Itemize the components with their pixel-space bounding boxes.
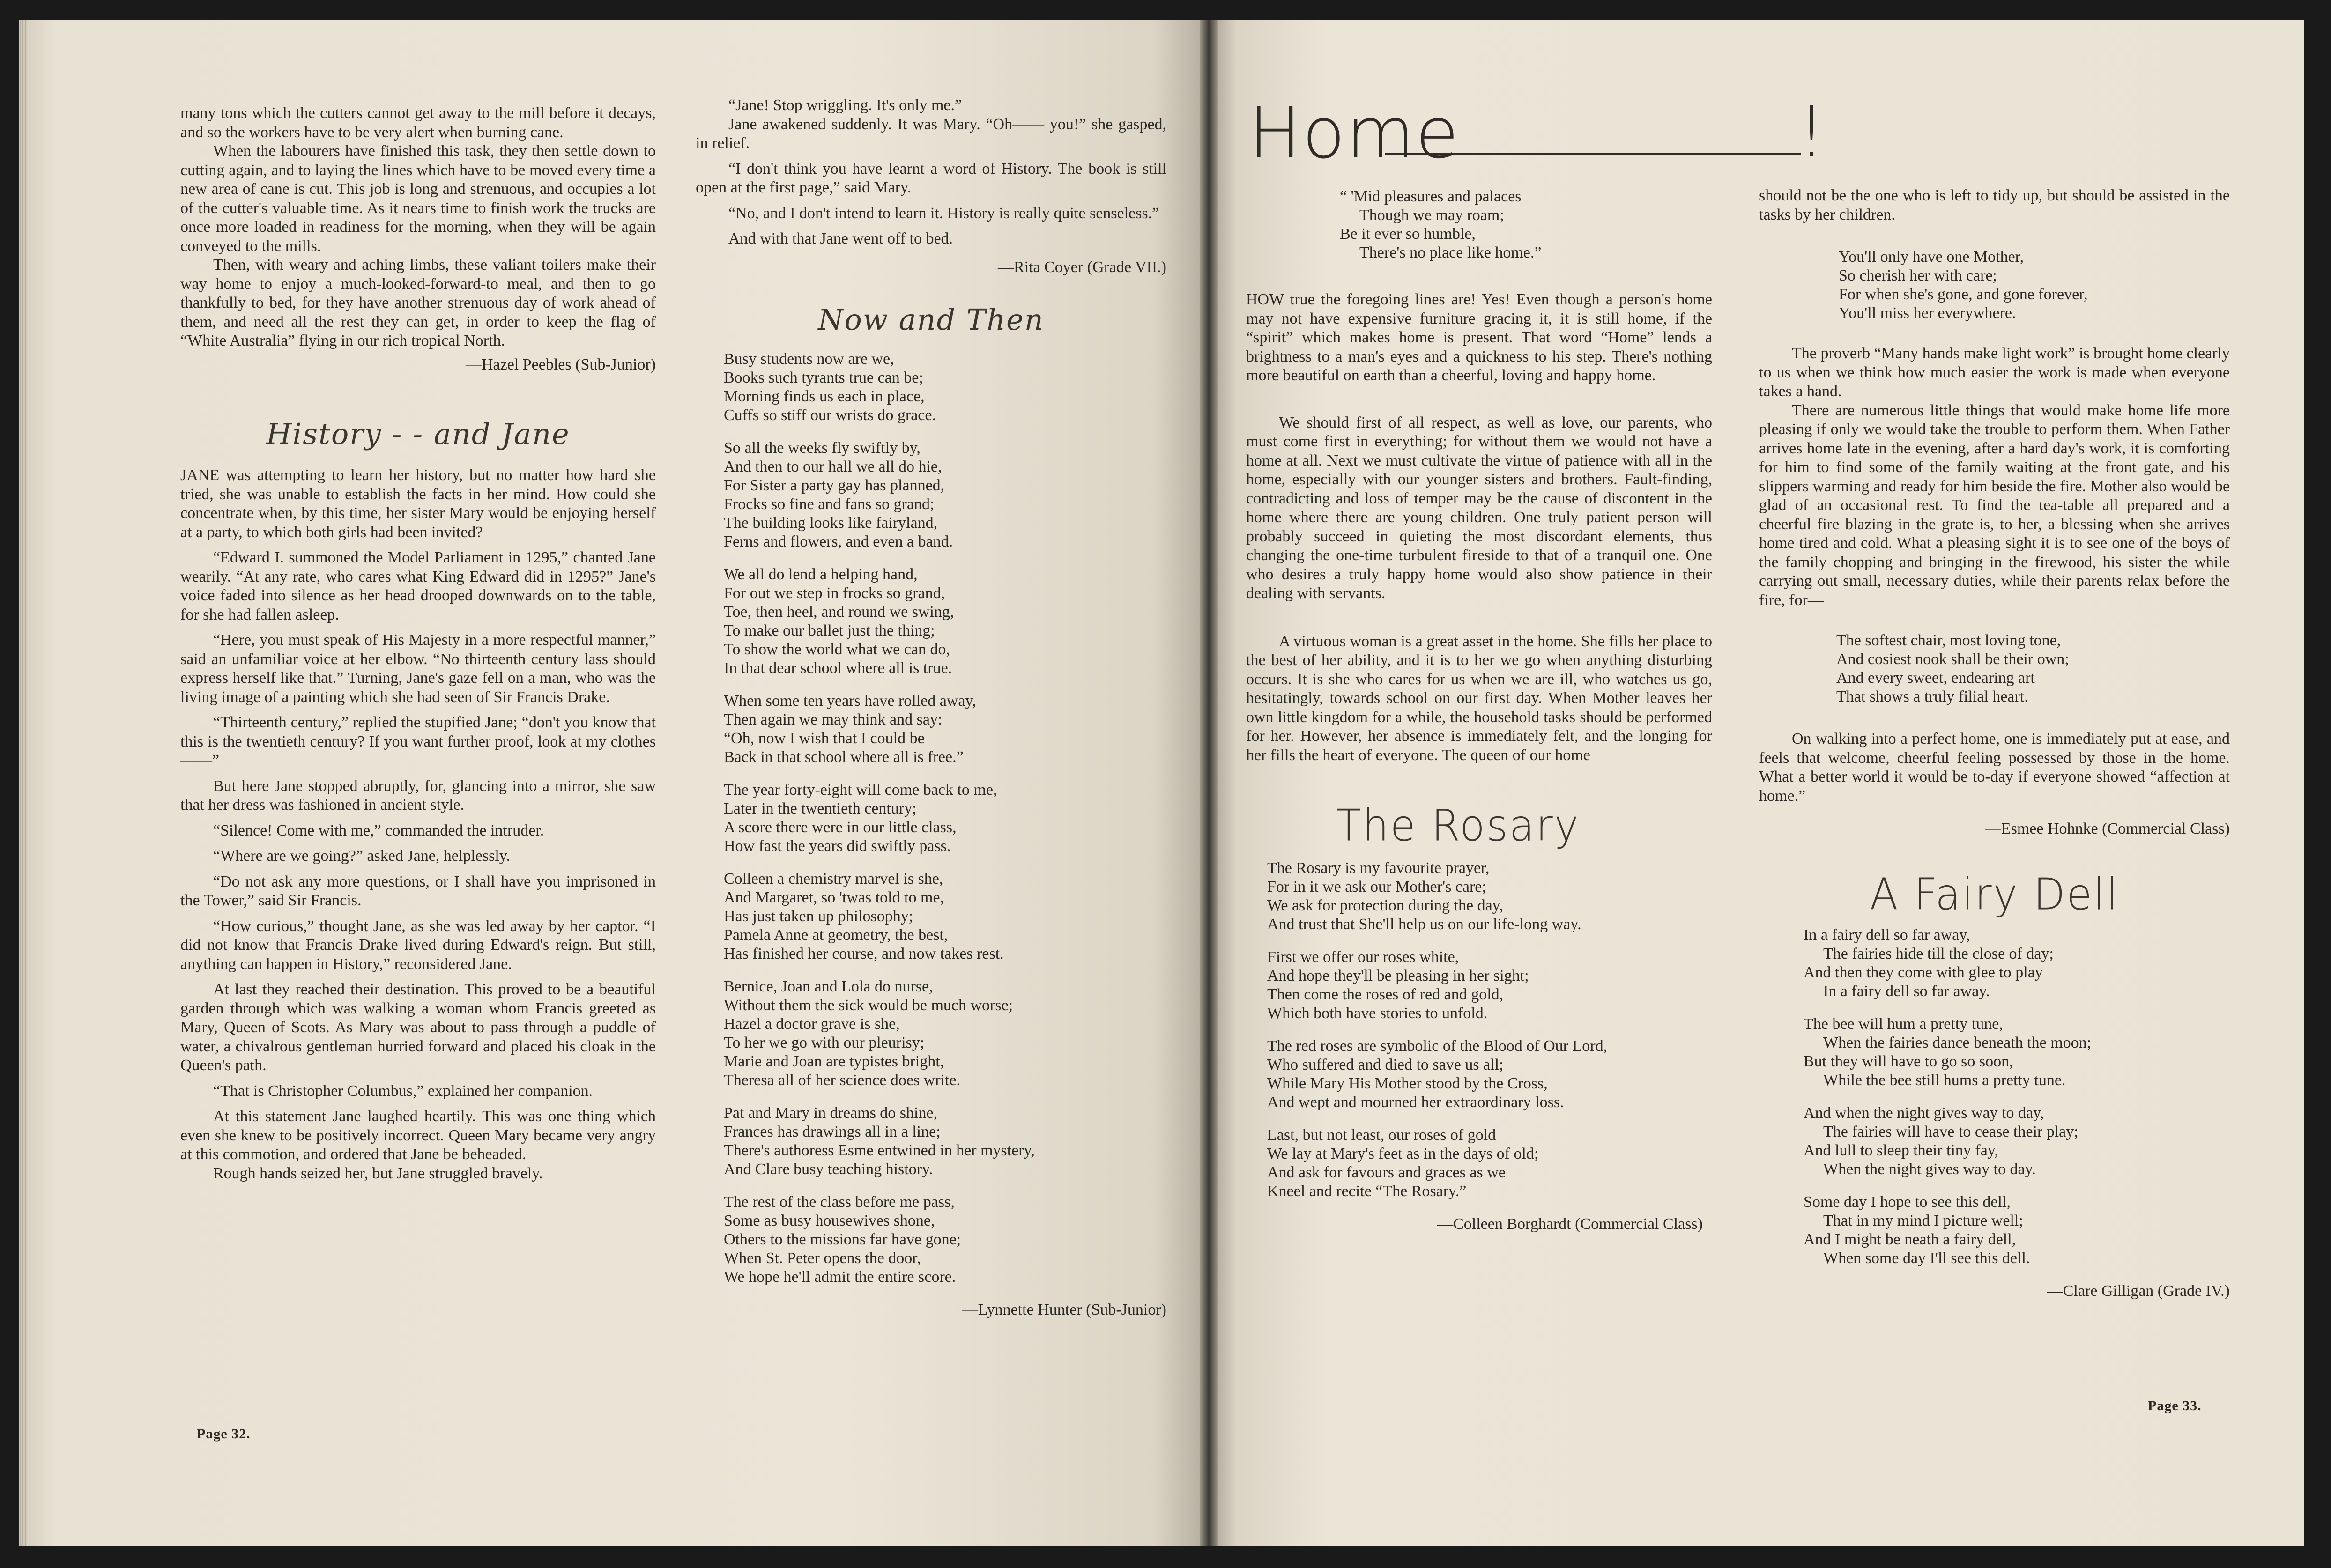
- paragraph: There are numerous little things that would make home life more pleasing if only we would take the trouble to perform them. When Father arrives home late in the evening, after a hard day's work, it is comforting for him to find some of the family waiting at the front gate, and his slippers warming and ready for him beside the fire. Mother also would be glad of an occasional rest. To find the tea-table all prepared and a cheerful fire blazing in the grate is, to her, a blessing when she arrives home tired and cold. What a pleasing sight it is to see one of the boys of the family chopping and bringing in the firewood, his sister the while carrying out small, necessary duties, while their parents relax before the fire, for—: [1759, 401, 2230, 609]
- poem-title-now-and-then: Now and Then: [818, 302, 1044, 337]
- paragraph: Rough hands seized her, but Jane struggled bravely.: [213, 1164, 543, 1182]
- epigraph: “ 'Mid pleasures and palaces Though we may roam; Be it ever so humble, There's no place like home.”: [1340, 188, 1542, 261]
- stanza: The rest of the class before me pass, Some as busy housewives shone, Others to the missions far have gone; When St. Peter opens the door, We hope he'll admit the entire score.: [724, 1193, 961, 1286]
- paragraph: “Here, you must speak of His Majesty in a more respectful manner,” said an unfamiliar voice at her elbow. “No thirteenth century lass should express herself like that.” Turning, Jane's gaze fell on a man, who was the living image of a painting which she had seen of Sir Francis Drake.: [180, 631, 656, 706]
- paragraph: “Where are we going?” asked Jane, helplessly.: [213, 847, 511, 865]
- paragraph: “Do not ask any more questions, or I shall have you imprisoned in the Tower,” said Sir Francis.: [180, 873, 656, 909]
- stanza: Colleen a chemistry marvel is she, And Margaret, so 'twas told to me, Has just taken up philosophy; Pamela Anne at geometry, the best, Has finished her course, and now takes rest.: [724, 870, 1004, 962]
- stanza: Pat and Mary in dreams do shine, Frances has drawings all in a line; There's authoress Esme entwined in her mystery, And Clare busy teaching history.: [724, 1104, 1035, 1178]
- paragraph: At this statement Jane laughed heartily. This was one thing which even she knew to be positively incorrect. Queen Mary became very angry at this commotion, and ordered that Jane be beheaded.: [180, 1108, 656, 1163]
- right-col-2: [1759, 186, 2230, 1301]
- poem-now-and-then: [696, 350, 1166, 1287]
- book-gutter: [1200, 20, 1218, 1546]
- paragraph: On walking into a perfect home, one is immediately put at ease, and feels that welcome, cheerful feeling possessed by those in the home. What a better world it would be to-day if everyone showed “affection at home.”: [1759, 730, 2230, 805]
- page-number-32: Page 32.: [197, 1426, 251, 1442]
- stanza: Bernice, Joan and Lola do nurse, Without them the sick would be much worse; Hazel a doctor grave is she, To her we go with our pleurisy; Marie and Joan are typistes bright, Theresa all of her science does write.: [724, 978, 1013, 1089]
- paragraph: Jane awakened suddenly. It was Mary. “Oh—— you!” she gasped, in relief.: [696, 115, 1166, 152]
- paragraph: When the labourers have finished this task, they then settle down to cutting again, and to laying the lines which have to be moved every time a new area of cane is cut. This job is long and strenuous, and occupies a lot of the cutter's valuable time. As it nears time to finish work the trucks are once more loaded in readiness for the morning, when they will be again conveyed to the mills.: [180, 142, 656, 255]
- paragraph: We should first of all respect, as well as love, our parents, who must come first in everything; for without them we would not have a home at all. Next we must cultivate the virtue of patience with all in the home, especially with our younger sisters and brothers. Fault-finding, contradicting and loss of temper may be the cause of discontent in the home where there are young children. One truly patient person will probably succeed in quieting the most discordant elements, thus changing the one-time turbulent fireside to that of a tranquil one. One who desires a truly happy home would also show patience in their dealing with servants.: [1246, 414, 1712, 602]
- paragraph: “No, and I don't intend to learn it. History is really quite senseless.”: [728, 204, 1159, 222]
- home-heading-exclamation: !: [1797, 92, 1826, 173]
- home-heading-rule: [1385, 153, 1801, 155]
- stanza: First we offer our roses white, And hope they'll be pleasing in her sight; Then come the roses of red and gold, Which both have stories to unfold.: [1267, 948, 1529, 1022]
- paragraph: A virtuous woman is a great asset in the home. She fills her place to the best of her ability, and it is to her we go when anything disturbing occurs. It is she who cares for us when we are ill, who watches us go, hesitatingly, towards school on our first day. When Mother leaves her own little kingdom for a while, the household tasks should be performed for her. However, her absence is immediately felt, and the longing for her fills the heart of everyone. The queen of our home: [1246, 632, 1712, 764]
- story-title-history-and-jane: History - - and Jane: [266, 416, 570, 451]
- paragraph: should not be the one who is left to tidy up, but should be assisted in the tasks by her children.: [1759, 187, 2230, 223]
- stanza: When some ten years have rolled away, Then again we may think and say: “Oh, now I wish that I could be Back in that school where all is free.”: [724, 692, 976, 766]
- paragraph: “Thirteenth century,” replied the stupified Jane; “don't you know that this is the twentieth century? If you want further proof, look at my clothes——”: [180, 714, 656, 769]
- left-col-2: [696, 96, 1166, 1319]
- stanza: We all do lend a helping hand, For out we step in frocks so grand, Toe, then heel, and round we swing, To make our ballet just the thing; To show the world what we can do, In that dear school where all is true.: [724, 566, 954, 677]
- verse-softest-chair: The softest chair, most loving tone, And cosiest nook shall be their own; And every sweet, endearing art That shows a truly filial heart.: [1836, 632, 2069, 705]
- left-col-1: [180, 104, 656, 1183]
- poem-title-a-fairy-dell: A Fairy Dell: [1870, 869, 2119, 920]
- paragraph: HOW true the foregoing lines are! Yes! Even though a person's home may not have expensive furniture gracing it, it is still home, if the “spirit” which makes home is present. That word “Home” lends a brightness to a man's eyes and a quickness to his step. There's nothing more beautiful on earth than a cheerful, loving and happy home.: [1246, 291, 1712, 384]
- paragraph: And with that Jane went off to bed.: [728, 230, 953, 247]
- paragraph: many tons which the cutters cannot get away to the mill before it decays, and so the workers have to be very alert when burning cane.: [180, 104, 656, 141]
- verse-one-mother: You'll only have one Mother, So cherish her with care; For when she's gone, and gone forever, You'll miss her everywhere.: [1839, 248, 2088, 322]
- credit-esmee-hohnke: —Esmee Hohnke (Commercial Class): [1985, 820, 2230, 837]
- stanza: Busy students now are we, Books such tyrants true can be; Morning finds us each in place, Cuffs so stiff our wrists do grace.: [724, 350, 936, 424]
- paragraph: “Edward I. summoned the Model Parliament in 1295,” chanted Jane wearily. “At any rate, who cares what King Edward did in 1295?” Jane's voice faded into silence as her head drooped downwards on to the table, for she had fallen asleep.: [180, 549, 656, 623]
- poem-title-the-rosary: The Rosary: [1336, 800, 1580, 851]
- stanza: In a fairy dell so far away, The fairies hide till the close of day; And then they come with glee to play In a fairy dell so far away.: [1804, 926, 2054, 1000]
- stanza: The Rosary is my favourite prayer, For in it we ask our Mother's care; We ask for protection during the day, And trust that She'll help us on our life-long way.: [1267, 859, 1581, 933]
- poem-a-fairy-dell: [1759, 926, 2230, 1268]
- home-heading: [1248, 75, 1839, 174]
- paragraph: At last they reached their destination. This proved to be a beautiful garden through which was walking a woman whom Francis greeted as Mary, Queen of Scots. As Mary was about to pass through a puddle of water, a chivalrous gentleman hurried forward and placed his cloak in the Queen's path.: [180, 981, 656, 1074]
- stanza: The year forty-eight will come back to me, Later in the twentieth century; A score there were in our little class, How fast the years did swiftly pass.: [724, 781, 997, 855]
- paragraph: The proverb “Many hands make light work” is brought home clearly to us when we think how much easier the work is made when everyone takes a hand.: [1759, 345, 2230, 400]
- paragraph: JANE was attempting to learn her history, but no matter how hard she tried, she was unable to establish the facts in her mind. How could she concentrate when, by this time, her sister Mary would be enjoying herself at a party, to which both girls had been invited?: [180, 466, 656, 541]
- credit-lynnette-hunter: —Lynnette Hunter (Sub-Junior): [962, 1301, 1166, 1318]
- paragraph: “Silence! Come with me,” commanded the intruder.: [213, 821, 544, 839]
- page-number-33: Page 33.: [2148, 1398, 2202, 1413]
- credit-clare-gilligan: —Clare Gilligan (Grade IV.): [2047, 1282, 2230, 1300]
- paragraph: “That is Christopher Columbus,” explained her companion.: [213, 1082, 593, 1100]
- credit-colleen-borghardt: —Colleen Borghardt (Commercial Class): [1437, 1215, 1703, 1233]
- stanza: So all the weeks fly swiftly by, And then to our hall we all do hie, For Sister a party gay has planned, Frocks so fine and fans so grand; The building looks like fairyland, Ferns and flowers, and even a band.: [724, 439, 953, 550]
- stanza: Some day I hope to see this dell, That in my mind I picture well; And I might be neath a fairy dell, When some day I'll see this dell.: [1804, 1193, 2030, 1267]
- stanza: The red roses are symbolic of the Blood of Our Lord, Who suffered and died to save us all; While Mary His Mother stood by the Cross, And wept and mourned her extraordinary loss.: [1267, 1037, 1608, 1111]
- poem-the-rosary: [1246, 859, 1712, 1201]
- right-col-1: [1246, 187, 1712, 1234]
- stanza: And when the night gives way to day, The fairies will have to cease their play; And lull to sleep their tiny fay, When the night gives way to day.: [1804, 1104, 2079, 1178]
- stanza: Last, but not least, our roses of gold We lay at Mary's feet as in the days of old; And ask for favours and graces as we Kneel and recite “The Rosary.”: [1267, 1126, 1539, 1200]
- paragraph: “Jane! Stop wriggling. It's only me.”: [728, 96, 962, 114]
- paragraph: “I don't think you have learnt a word of History. The book is still open at the first page,” said Mary.: [696, 160, 1166, 196]
- credit-hazel-peebles: —Hazel Peebles (Sub-Junior): [465, 355, 656, 373]
- paragraph: Then, with weary and aching limbs, these valiant toilers make their way home to enjoy a much-looked-forward-to meal, and then to go thankfully to bed, for they have another strenuous day of work ahead of them, and need all the rest they can get, in order to keep the flag of “White Australia” flying in our rich tropical North.: [180, 256, 656, 349]
- paragraph: But here Jane stopped abruptly, for, glancing into a mirror, she saw that her dress was fashioned in ancient style.: [180, 777, 656, 814]
- paragraph: “How curious,” thought Jane, as she was led away by her captor. “I did not know that Francis Drake lived during Edward's reign. But still, anything can happen in History,” reconsidered Jane.: [180, 917, 656, 973]
- home-heading-word: Home: [1248, 93, 1460, 174]
- stanza: The bee will hum a pretty tune, When the fairies dance beneath the moon; But they will have to go so soon, While the bee still hums a pretty tune.: [1804, 1015, 2092, 1089]
- credit-rita-coyer: —Rita Coyer (Grade VII.): [997, 258, 1166, 276]
